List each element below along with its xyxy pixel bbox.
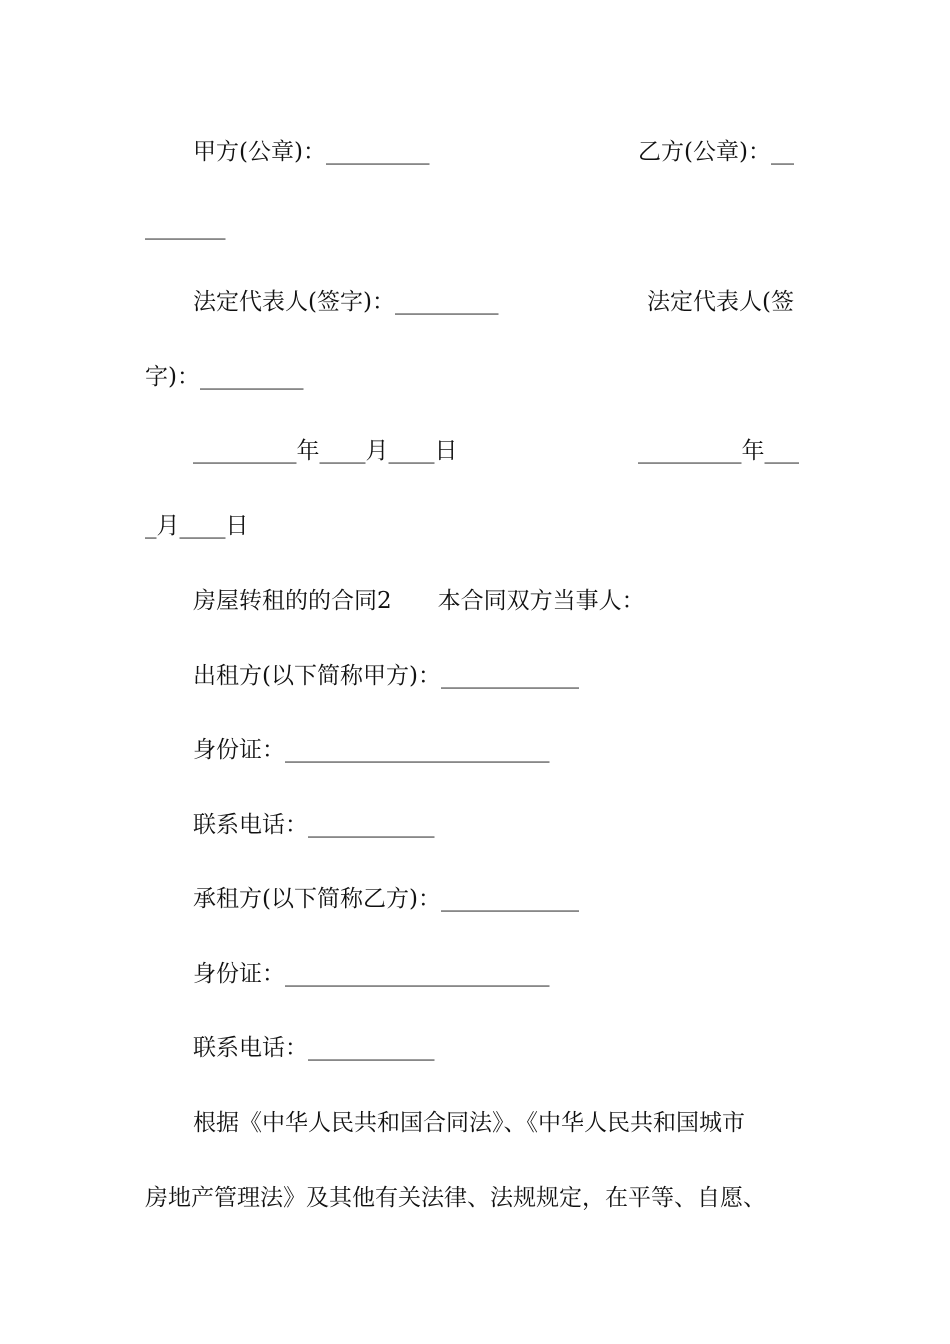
- party-b-seal-continuation: _______: [145, 214, 226, 240]
- lessee-line: 承租方(以下简称乙方)：____________: [193, 886, 579, 912]
- party-a-representative-line: 法定代表人(签字)：_________: [193, 289, 499, 315]
- lessor-phone-line: 联系电话：___________: [193, 812, 435, 838]
- party-a-date-line: _________年____月____日: [193, 438, 458, 464]
- contract-heading: 房屋转租的的合同2 本合同双方当事人：: [193, 588, 645, 614]
- party-b-date-line: _________年___: [638, 438, 799, 464]
- lessee-phone-line: 联系电话：___________: [193, 1035, 435, 1061]
- body-paragraph-line: 房地产管理法》及其他有关法律、法规规定，在平等、自愿、: [145, 1185, 766, 1211]
- party-b-representative-line: 法定代表人(签: [647, 289, 794, 315]
- lessor-line: 出租方(以下简称甲方)：____________: [193, 663, 579, 689]
- lessee-id-line: 身份证：_______________________: [193, 961, 550, 987]
- party-b-date-continuation: _月____日: [145, 513, 249, 539]
- lessor-id-line: 身份证：_______________________: [193, 737, 550, 763]
- party-b-seal-line: 乙方(公章)：__: [638, 139, 794, 165]
- party-a-seal-line: 甲方(公章)：_________: [193, 139, 430, 165]
- party-b-representative-continuation: 字)：_________: [145, 364, 304, 390]
- body-paragraph-line: 根据《中华人民共和国合同法》、《中华人民共和国城市: [193, 1110, 745, 1136]
